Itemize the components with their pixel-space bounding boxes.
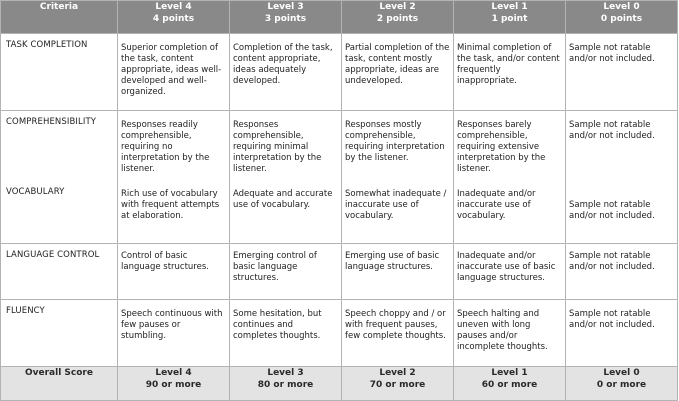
criteria-label: COMPREHENSIBILITY (6, 117, 97, 127)
overall-level-0 (566, 367, 678, 401)
criteria-header: Criteria (1, 1, 118, 34)
cell-text: Responses readily comprehensible, requiring no interpretation by the listener. (121, 120, 210, 174)
overall-score-section (1, 367, 678, 401)
score-range: 70 or more (369, 380, 426, 390)
overall-level-2 (342, 367, 454, 401)
cell-text: Inadequate and/or inaccurate use of vocabulary. (457, 189, 536, 221)
level-label: Level 4 (155, 368, 192, 378)
points-label: 2 points (376, 14, 419, 24)
table-cell: Inadequate and/or inaccurate use of basic language structures. (454, 244, 566, 300)
level-label: Level 0 (603, 368, 640, 378)
table-cell: Sample not ratable and/or not included. (566, 300, 678, 367)
cell-text: Sample not ratable and/or not included. (569, 120, 655, 141)
table-cell: Emerging control of basic language structures. (230, 244, 342, 300)
cell-text: Somewhat inadequate / inaccurate use of vocabulary. (345, 189, 447, 221)
level-label: Level 0 (603, 2, 640, 12)
overall-level-1 (454, 367, 566, 401)
level-4-header (118, 1, 230, 34)
criteria-language-control: LANGUAGE CONTROL (1, 244, 118, 300)
table-cell (118, 111, 230, 244)
table-cell: Speech continuous with few pauses or stumbling. (118, 300, 230, 367)
cell-text: Responses comprehensible, requiring minimal interpretation by the listener. (233, 120, 322, 174)
table-cell: Sample not ratable and/or not included. (566, 34, 678, 111)
level-label: Level 1 (491, 368, 528, 378)
points-label: 0 points (600, 14, 643, 24)
points-label: 4 points (152, 14, 195, 24)
table-cell: Some hesitation, but continues and completes thoughts. (230, 300, 342, 367)
score-range: 80 or more (257, 380, 314, 390)
overall-score-label: Overall Score (1, 367, 118, 401)
table-cell (342, 111, 454, 244)
points-label: 1 point (491, 14, 528, 24)
table-cell: Speech choppy and / or with frequent pauses, few complete thoughts. (342, 300, 454, 367)
table-cell: Speech halting and uneven with long pauses and/or incomplete thoughts. (454, 300, 566, 367)
table-row (1, 34, 678, 111)
cell-text: Rich use of vocabulary with frequent attempts at elaboration. (121, 189, 220, 221)
rubric-body (1, 34, 678, 367)
cell-text: Sample not ratable and/or not included. (569, 200, 655, 221)
level-0-header (566, 1, 678, 34)
score-range: 60 or more (481, 380, 538, 390)
points-label: 3 points (264, 14, 307, 24)
criteria-comprehensibility (1, 111, 118, 244)
table-row (1, 300, 678, 367)
overall-score-row (1, 367, 678, 401)
table-cell: Control of basic language structures. (118, 244, 230, 300)
level-label: Level 2 (379, 2, 416, 12)
level-label: Level 4 (155, 2, 192, 12)
rubric-header (1, 1, 678, 34)
criteria-task-completion: TASK COMPLETION (1, 34, 118, 111)
cell-text: Responses barely comprehensible, requiring extensive interpretation by the listener. (457, 120, 546, 174)
cell-text: Responses mostly comprehensible, requiring interpretation by the listener. (345, 120, 445, 163)
overall-level-4 (118, 367, 230, 401)
level-1-header (454, 1, 566, 34)
overall-level-3 (230, 367, 342, 401)
table-row (1, 244, 678, 300)
table-cell: Partial completion of the task, content mostly appropriate, ideas are undeveloped. (342, 34, 454, 111)
table-cell (566, 111, 678, 244)
table-cell: Emerging use of basic language structures. (342, 244, 454, 300)
score-range: 90 or more (145, 380, 202, 390)
level-3-header (230, 1, 342, 34)
criteria-fluency: FLUENCY (1, 300, 118, 367)
score-range: 0 or more (596, 380, 647, 390)
header-row (1, 1, 678, 34)
table-cell: Minimal completion of the task, and/or content frequently inappropriate. (454, 34, 566, 111)
level-label: Level 1 (491, 2, 528, 12)
level-label: Level 2 (379, 368, 416, 378)
level-2-header (342, 1, 454, 34)
criteria-label: VOCABULARY (6, 187, 65, 197)
table-row (1, 111, 678, 244)
table-cell: Sample not ratable and/or not included. (566, 244, 678, 300)
level-label: Level 3 (267, 368, 304, 378)
level-label: Level 3 (267, 2, 304, 12)
cell-text: Adequate and accurate use of vocabulary. (233, 189, 333, 210)
table-cell: Completion of the task, content appropriate, ideas adequately developed. (230, 34, 342, 111)
table-cell: Superior completion of the task, content appropriate, ideas well-developed and well-organized. (118, 34, 230, 111)
table-cell (230, 111, 342, 244)
table-cell (454, 111, 566, 244)
